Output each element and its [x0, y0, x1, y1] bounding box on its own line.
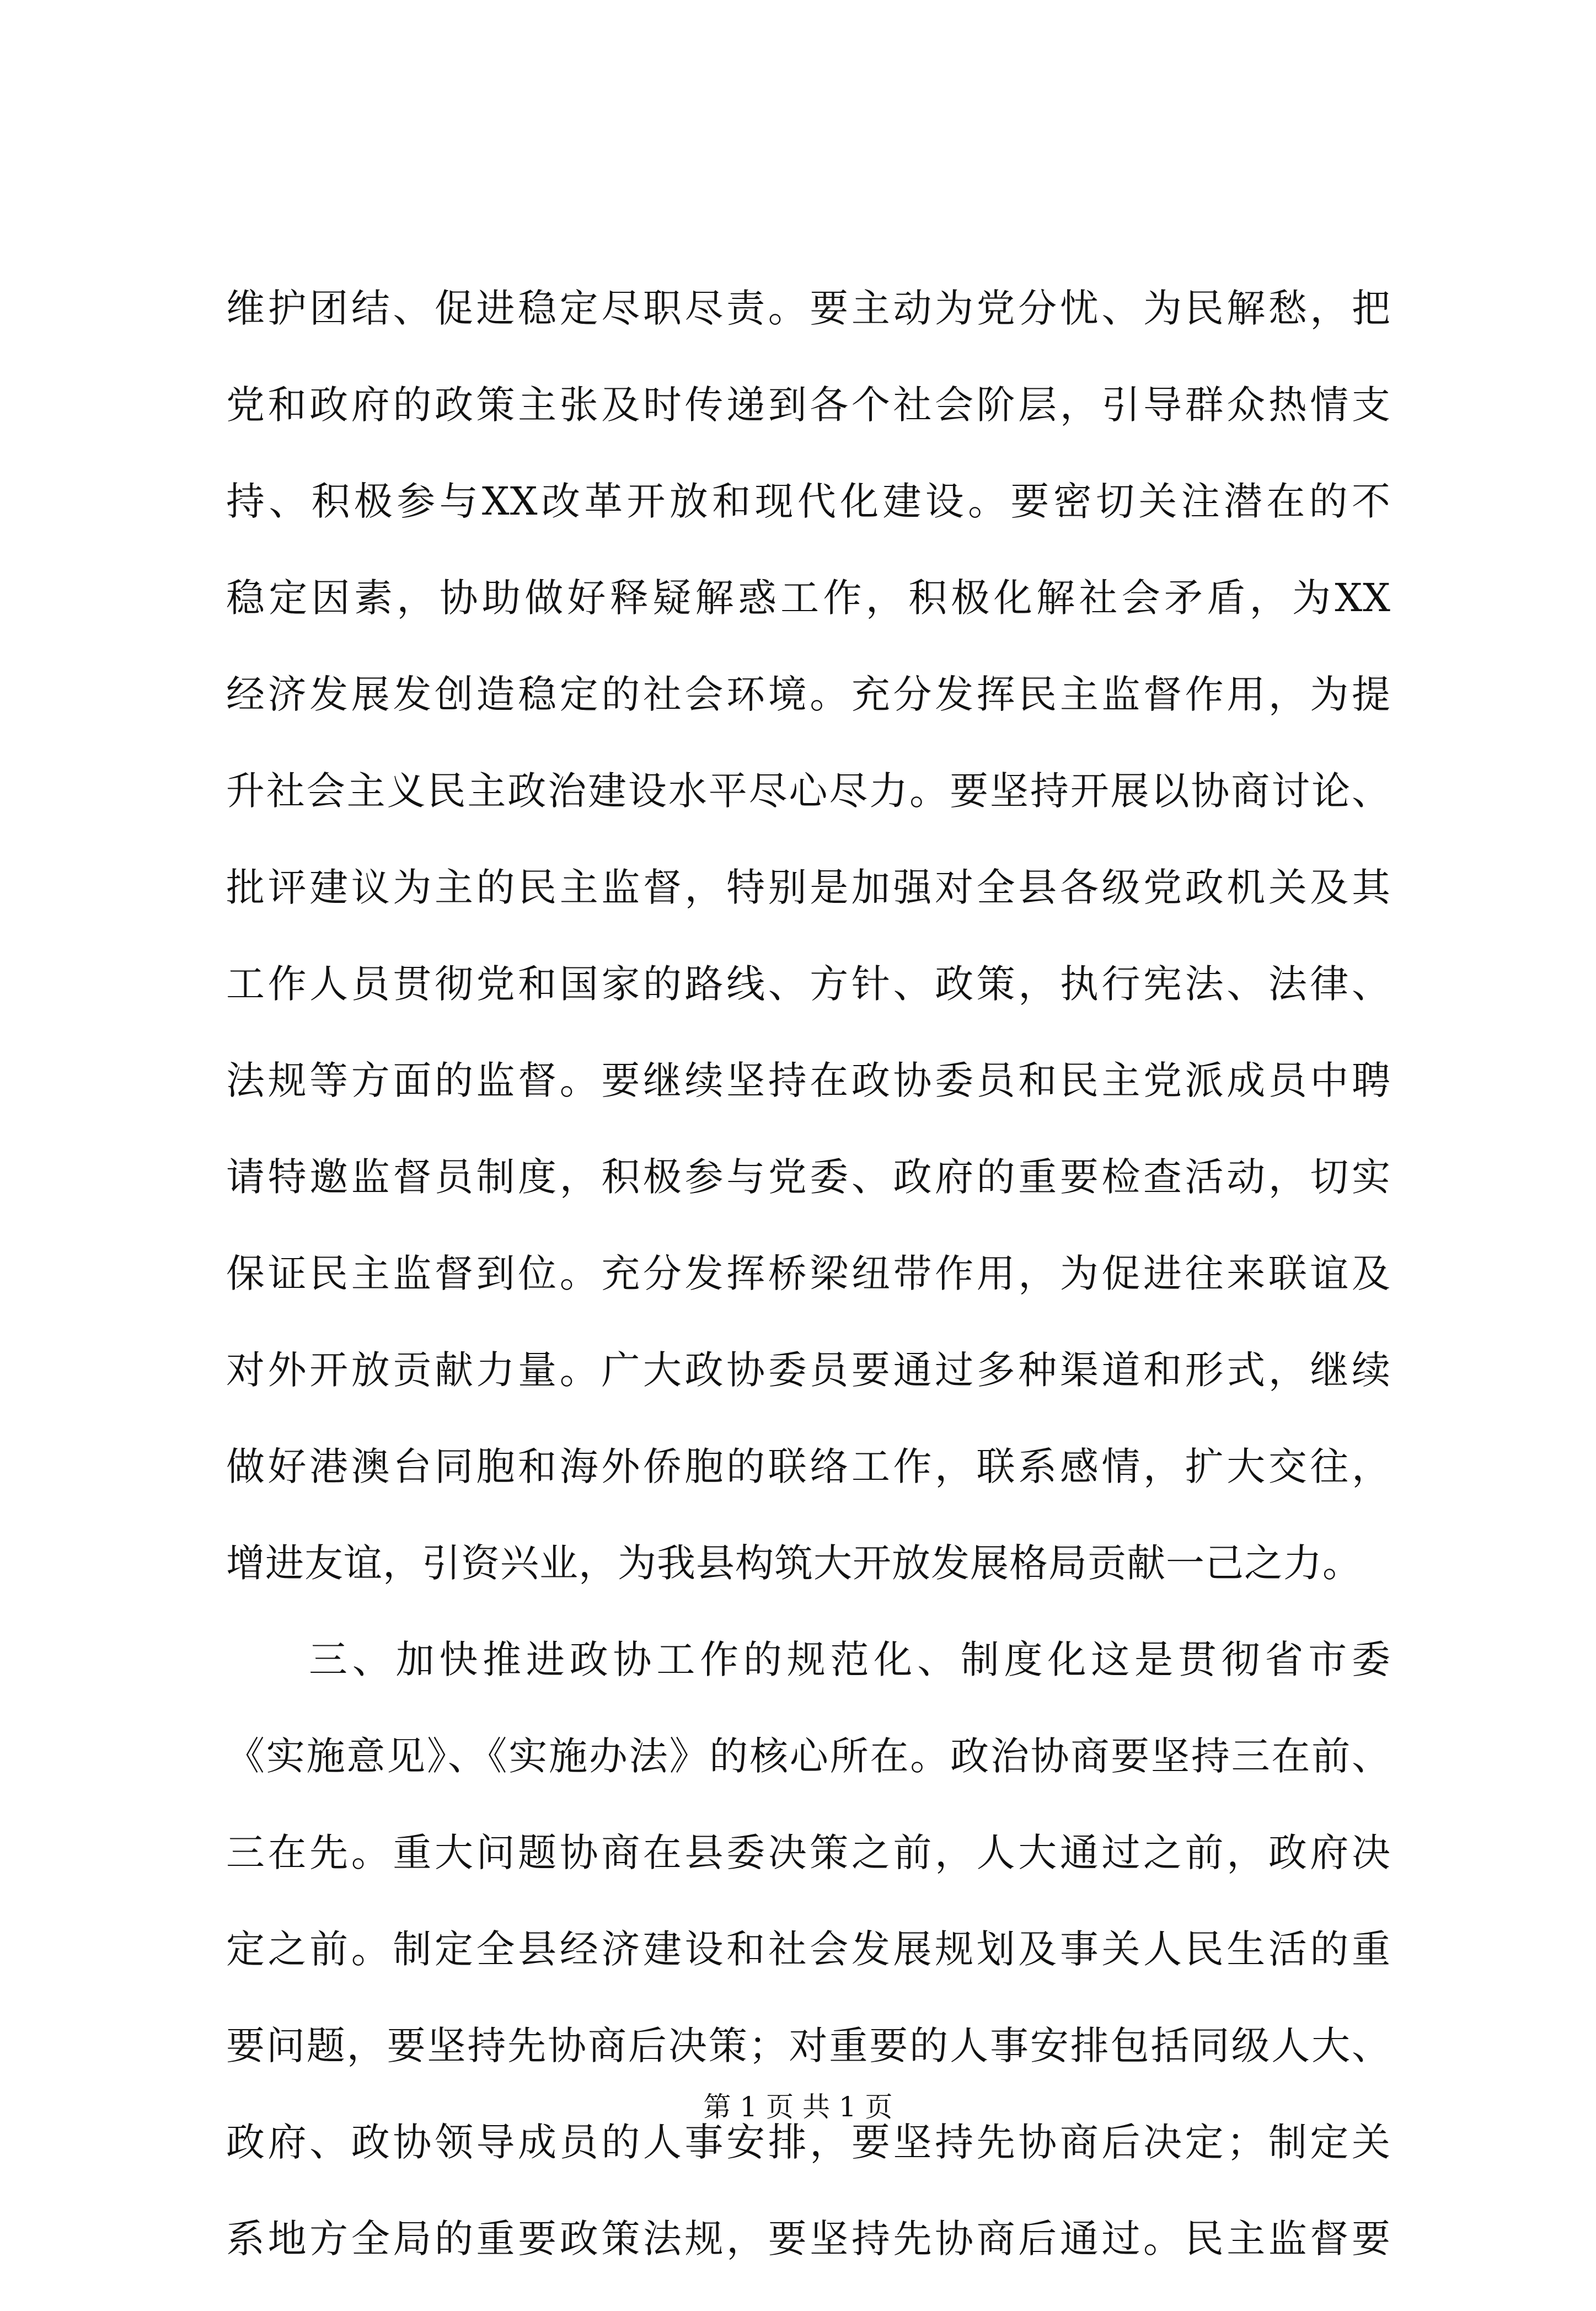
body-line: 党和政府的政策主张及时传递到各个社会阶层，引导群众热情支 [226, 382, 1391, 427]
body-line: 三在先。重大问题协商在县委决策之前，人大通过之前，政府决 [226, 1830, 1391, 1875]
body-line: 政府、政协领导成员的人事安排，要坚持先协商后决定；制定关 [226, 2120, 1391, 2165]
body-line: 请特邀监督员制度，积极参与党委、政府的重要检查活动，切实 [226, 1154, 1391, 1200]
body-line: 维护团结、促进稳定尽职尽责。要主动为党分忧、为民解愁，把 [226, 286, 1391, 331]
body-line: 经济发展发创造稳定的社会环境。充分发挥民主监督作用，为提 [226, 672, 1391, 717]
body-line: 《实施意见》、《实施办法》的核心所在。政治协商要坚持三在前、 [226, 1734, 1391, 1779]
body-line: 法规等方面的监督。要继续坚持在政协委员和民主党派成员中聘 [226, 1058, 1391, 1103]
section-heading-line: 三、加快推进政协工作的规范化、制度化这是贯彻省市委 [309, 1637, 1391, 1682]
document-body [226, 284, 1391, 2311]
body-line: 做好港澳台同胞和海外侨胞的联络工作，联系感情，扩大交往， [226, 1444, 1391, 1489]
page-number-label: 第 1 页 共 1 页 [703, 2091, 893, 2123]
page-footer [0, 2090, 1596, 2123]
body-line: 对外开放贡献力量。广大政协委员要通过多种渠道和形式，继续 [226, 1347, 1391, 1393]
body-line: 保证民主监督到位。充分发挥桥梁纽带作用，为促进往来联谊及 [226, 1251, 1391, 1296]
body-line: 工作人员贯彻党和国家的路线、方针、政策，执行宪法、法律、 [226, 961, 1391, 1007]
body-line: 定之前。制定全县经济建设和社会发展规划及事关人民生活的重 [226, 1927, 1391, 1972]
body-line: 持、积极参与XX改革开放和现代化建设。要密切关注潜在的不 [226, 479, 1391, 524]
body-line: 稳定因素，协助做好释疑解惑工作，积极化解社会矛盾，为XX [226, 575, 1391, 620]
body-line: 系地方全局的重要政策法规，要坚持先协商后通过。民主监督要 [226, 2216, 1391, 2261]
body-line: 增进友谊，引资兴业，为我县构筑大开放发展格局贡献一己之力。 [226, 1540, 1362, 1586]
body-line: 要问题，要坚持先协商后决策；对重要的人事安排包括同级人大、 [226, 2023, 1391, 2068]
body-line: 批评建议为主的民主监督，特别是加强对全县各级党政机关及其 [226, 865, 1391, 910]
body-line: 升社会主义民主政治建设水平尽心尽力。要坚持开展以协商讨论、 [226, 768, 1391, 814]
